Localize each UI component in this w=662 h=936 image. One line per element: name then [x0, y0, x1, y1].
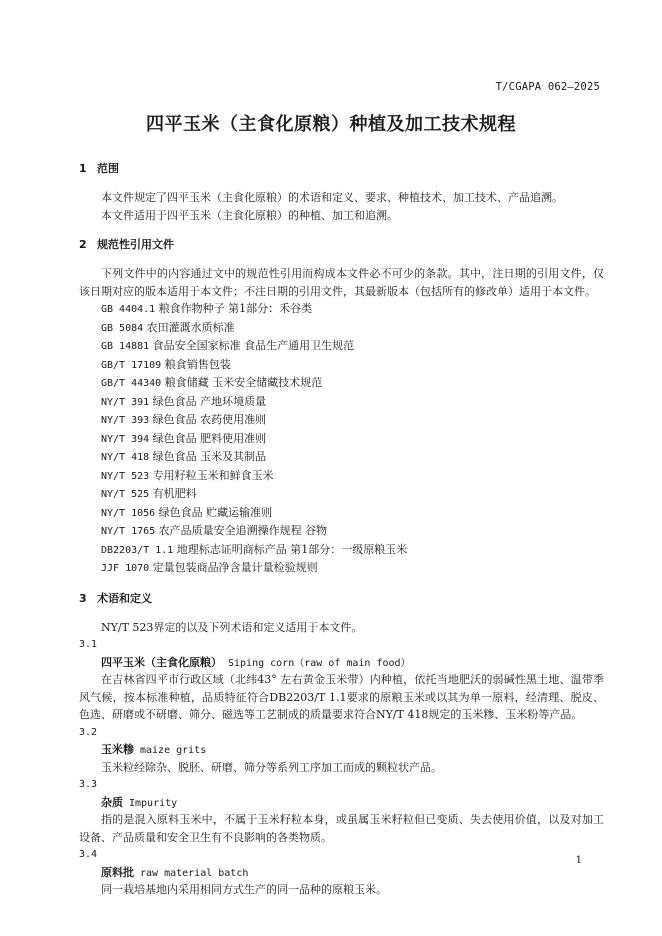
- section-number: 3: [79, 591, 87, 605]
- term-number: 3.2: [79, 726, 98, 738]
- reference-title: 绿色食品 肥料使用准则: [152, 431, 267, 445]
- term-entry: [79, 846, 604, 899]
- section-normative-references: [79, 236, 604, 578]
- reference-item: [101, 522, 604, 541]
- reference-code: JJF 1070: [101, 563, 150, 574]
- reference-code: NY/T 391: [101, 396, 150, 408]
- paragraph: NY/T 523界定的以及下列术语和定义适用于本文件。: [101, 620, 363, 634]
- reference-code: NY/T 393: [101, 415, 150, 426]
- reference-code: NY/T 418: [101, 452, 150, 463]
- term-definition: 指的是混入原料玉米中，不属于玉米籽粒本身，或虽属玉米籽粒但已变质、失去使用价值，以及对加工设备、产品质量和安全卫生有不良影响的各类物质。: [79, 813, 604, 844]
- reference-title: 定量包装商品净含量计量检验规则: [152, 561, 318, 574]
- reference-item: [101, 467, 604, 486]
- term-entry: [79, 636, 604, 724]
- standard-number: T/CGAPA 062—2025: [495, 81, 600, 93]
- reference-item: [101, 448, 604, 467]
- term-entry: [79, 776, 604, 846]
- reference-title: 农田灌溉水质标准: [146, 320, 235, 334]
- term-name-zh: 四平玉米（主食化原粮）: [101, 655, 222, 669]
- term-name-zh: 杂质: [101, 795, 123, 809]
- term-name-en: maize grits: [140, 745, 207, 756]
- reference-code: NY/T 523: [101, 470, 150, 482]
- term-name-zh: 原料批: [101, 865, 134, 879]
- term-name-en: Siping corn（raw of main food）: [228, 657, 411, 669]
- reference-title: 绿色食品 产地环境质量: [152, 394, 267, 408]
- reference-title: 食品安全国家标准 食品生产通用卫生规范: [152, 339, 355, 352]
- paragraph: 本文件适用于四平玉米（主食化原粮）的种植、加工和追溯。: [101, 208, 398, 222]
- reference-item: [101, 411, 604, 430]
- term-name-en: raw material batch: [140, 867, 249, 879]
- page-number: 1: [575, 855, 582, 866]
- document-body: [79, 160, 604, 899]
- reference-title: 绿色食品 玉米及其制品: [152, 450, 267, 463]
- section-heading: [79, 590, 604, 608]
- section-title: 术语和定义: [97, 591, 152, 605]
- reference-item: [101, 319, 604, 338]
- term-name: [79, 741, 604, 759]
- reference-title: 绿色食品 贮藏运输准则: [158, 505, 273, 519]
- paragraph: 下列文件中的内容通过文中的规范性引用而构成本文件必不可少的条款。其中，注日期的引用文件，仅该日期对应的版本适用于本文件；不注日期的引用文件，其最新版本（包括所有的修改单）适用于本文件。: [79, 267, 604, 298]
- section-heading: [79, 236, 604, 254]
- term-name: [79, 794, 604, 812]
- term-name-zh: 玉米糁: [101, 743, 134, 756]
- reference-item: [101, 559, 604, 578]
- section-heading: [79, 160, 604, 178]
- reference-list: [79, 300, 604, 578]
- reference-code: GB 4404.1: [101, 304, 156, 315]
- term-name-en: Impurity: [129, 797, 178, 809]
- term-number: 3.3: [79, 779, 98, 790]
- document-title: 四平玉米（主食化原粮）种植及加工技术规程: [146, 114, 516, 135]
- reference-item: [101, 300, 604, 319]
- term-definition: 同一栽培基地内采用相同方式生产的同一品种的原粮玉米。: [101, 883, 387, 896]
- term-definition: 在吉林省四平市行政区域（北纬43° 左右黄金玉米带）内种植，依托当地肥沃的弱碱性黑土地、温带季风气候，按本标准种植，品质特征符合DB2203/T 1.1要求的原粮玉米或以其为单一原料，经清理、脱皮、色选、研磨或不研磨、筛分、磁选等工艺制成的质量要求符合NY/T 418规定的玉米糁、玉米粉等产品。: [79, 673, 604, 721]
- term-name: [79, 864, 604, 882]
- reference-title: 绿色食品 农药使用准则: [152, 413, 267, 426]
- term-number: 3.4: [79, 849, 98, 860]
- section-scope: [79, 160, 604, 224]
- reference-title: 农产品质量安全追溯操作规程 谷物: [158, 524, 328, 537]
- reference-title: 粮食储藏 玉米安全储藏技术规范: [164, 376, 323, 389]
- section-title: 规范性引用文件: [97, 238, 174, 251]
- reference-code: NY/T 525: [101, 489, 150, 500]
- section-number: 1: [79, 162, 87, 175]
- section-terms-definitions: [79, 590, 604, 899]
- reference-item: [101, 541, 604, 560]
- reference-item: [101, 485, 604, 504]
- reference-title: 地理标志证明商标产品 第1部分：一级原粮玉米: [176, 542, 408, 556]
- reference-code: GB 5084: [101, 322, 144, 334]
- reference-code: NY/T 1765: [101, 526, 156, 537]
- reference-item: [101, 430, 604, 449]
- reference-title: 粮食作物种子 第1部分：禾谷类: [158, 302, 313, 315]
- reference-item: [101, 337, 604, 356]
- reference-item: [101, 356, 604, 375]
- paragraph: 本文件规定了四平玉米（主食化原粮）的术语和定义、要求、种植技术、加工技术、产品追溯。: [101, 191, 563, 204]
- reference-title: 有机肥料: [152, 487, 197, 500]
- reference-code: NY/T 1056: [101, 507, 156, 519]
- reference-title: 专用籽粒玉米和鲜食玉米: [152, 468, 274, 482]
- reference-code: GB/T 44340: [101, 378, 162, 389]
- reference-code: NY/T 394: [101, 433, 150, 445]
- section-number: 2: [79, 238, 87, 251]
- term-list: [79, 636, 604, 899]
- term-definition: 玉米粒经除杂、脱胚、研磨、筛分等系列工序加工而成的颗粒状产品。: [101, 760, 442, 774]
- reference-item: [101, 393, 604, 412]
- reference-code: GB/T 17109: [101, 359, 162, 371]
- reference-code: DB2203/T 1.1: [101, 544, 174, 556]
- reference-title: 粮食销售包装: [164, 357, 231, 371]
- term-name: [79, 654, 604, 672]
- reference-item: [101, 504, 604, 523]
- term-entry: [79, 724, 604, 777]
- section-title: 范围: [97, 162, 119, 175]
- term-number: 3.1: [79, 639, 98, 650]
- reference-code: GB 14881: [101, 341, 150, 352]
- reference-item: [101, 374, 604, 393]
